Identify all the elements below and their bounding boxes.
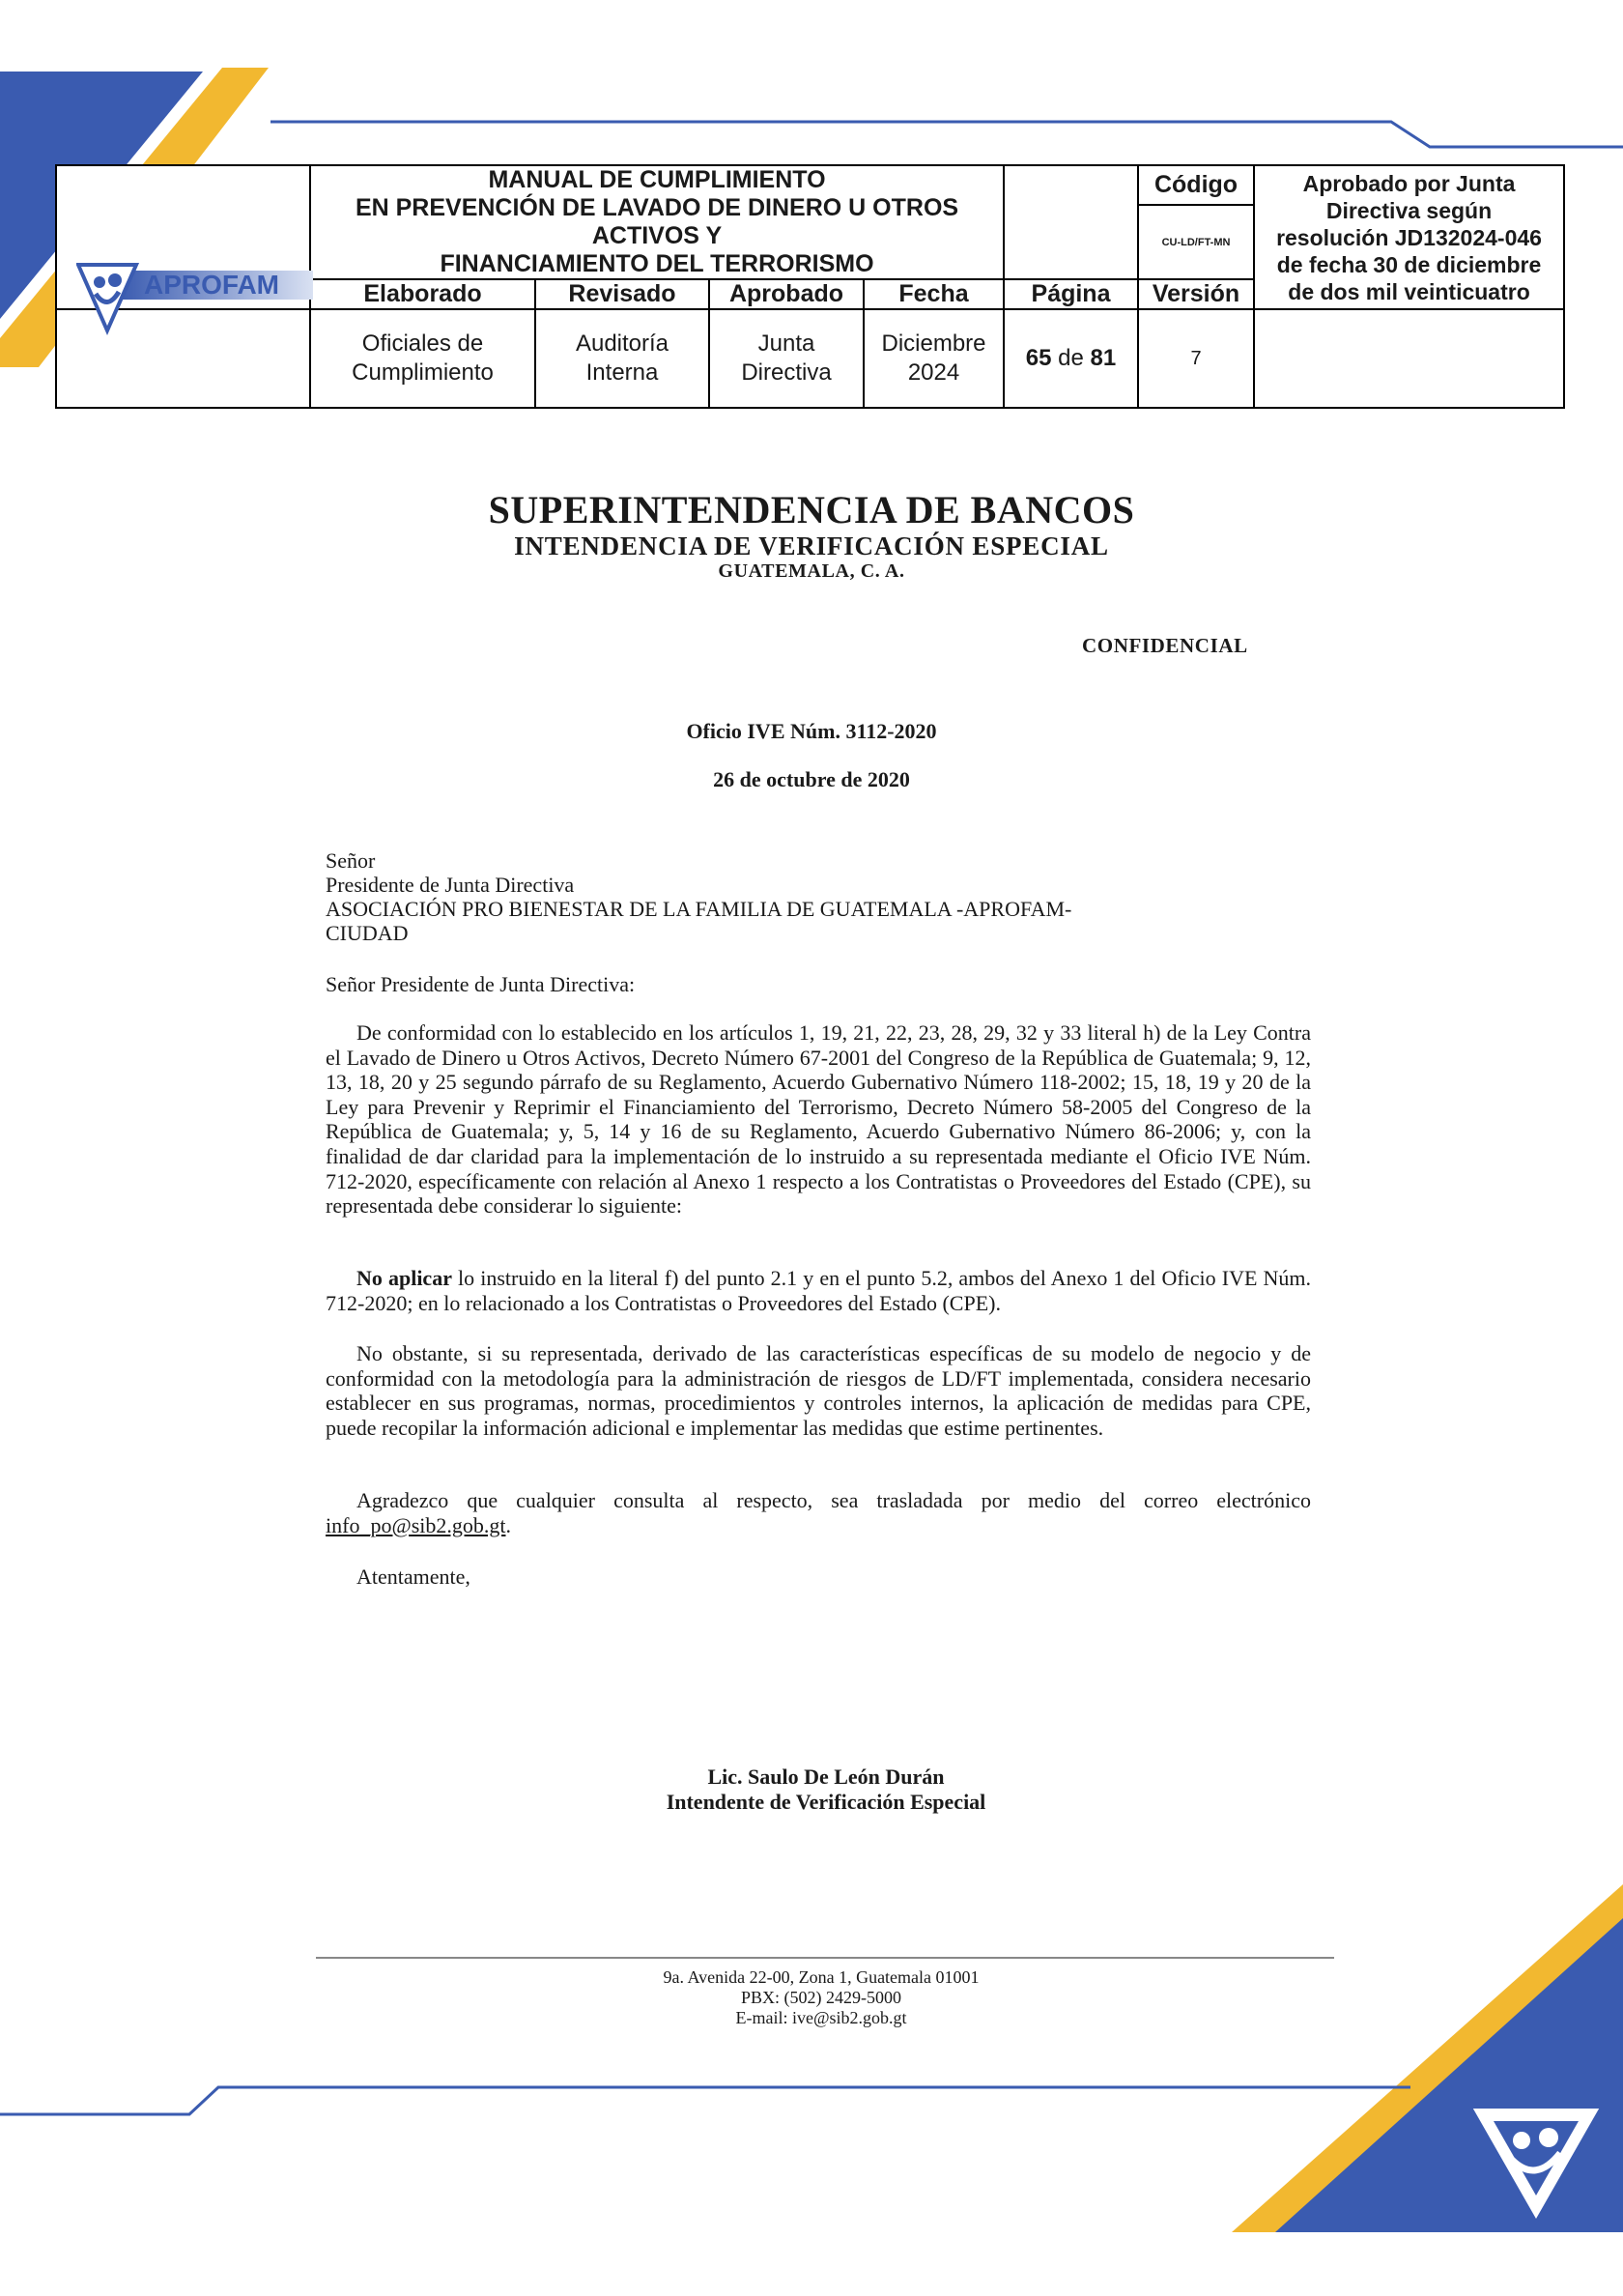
col-pagina: Página (1004, 279, 1138, 309)
paragraph-no-aplicar: No aplicar lo instruido en la literal f) del punto 2.1 y en el punto 5.2, ambos del Anexo 1 del Oficio IVE Núm. 712-2020; en lo relacionado a los Contratistas o Proveedores del Estado (CPE). (326, 1266, 1311, 1315)
pagina-value: 65 de 81 (1004, 309, 1138, 408)
paragraph-no-obstante: No obstante, si su representada, derivado de las características específicas de su modelo de negocio y de conformidad con la metodología para la administración de riesgos de LD/FT implementada, considera necesario establecer en sus programas, normas, procedimientos y controles internos, la aplicación de medidas para CPE, puede recopilar la información adicional e implementar las medidas que estime pertinentes. (326, 1341, 1311, 1440)
signer-title: Intendente de Verificación Especial (666, 1790, 986, 1814)
col-revisado: Revisado (535, 279, 709, 309)
footer-divider (316, 1957, 1334, 1959)
letter-date: 26 de octubre de 2020 (713, 767, 910, 791)
version-value: 7 (1138, 309, 1254, 408)
letterhead-location: GUATEMALA, C. A. (718, 560, 905, 582)
paragraph-legal-basis: De conformidad con lo establecido en los artículos 1, 19, 21, 22, 23, 28, 29, 32 y 33 literal h) de la Ley Contra el Lavado de Dinero u Otros Activos, Decreto Número 67-2001 del Congreso de la República de Guatemala; 9, 12, 13, 18, 20 y 25 segundo párrafo de su Reglamento, Acuerdo Gubernativo Número 118-2002; 15, 18, 19 y 20 de la Ley para Prevenir y Reprimir el Financiamiento del Terrorismo, Decreto Número 58-2005 del Congreso de la República de Guatemala; y, 5, 14 y 16 de su Reglamento, Acuerdo Gubernativo Número 86-2006; y, con la finalidad de dar claridad para la implementación de lo instruido a su representada mediante el Oficio IVE Núm. 712-2020, específicamente con relación al Anexo 1 respecto a los Contratistas o Proveedores del Estado (CPE), su representada debe considerar lo siguiente: (326, 1020, 1311, 1219)
signer-name: Lic. Saulo De León Durán (707, 1765, 945, 1789)
confidential-label: CONFIDENCIAL (1082, 634, 1248, 657)
salutation: Señor Presidente de Junta Directiva: (326, 972, 636, 996)
letter-footer: 9a. Avenida 22-00, Zona 1, Guatemala 01001 PBX: (502) 2429-5000 E-mail: ive@sib2.gob.gt (663, 1967, 980, 2027)
aprofam-logo (76, 263, 313, 340)
fecha-value: Diciembre 2024 (864, 309, 1004, 408)
col-fecha: Fecha (864, 279, 1004, 309)
col-aprobado: Aprobado (709, 279, 864, 309)
logo-text: APROFAM (144, 270, 279, 300)
letterhead-department: INTENDENCIA DE VERIFICACIÓN ESPECIAL (514, 531, 1109, 560)
letterhead-org: SUPERINTENDENCIA DE BANCOS (488, 488, 1135, 531)
approval-note: Aprobado por Junta Directiva según resolución JD132024-046 de fecha 30 de diciembre de dos mil veinticuatro (1254, 165, 1564, 309)
elaborado-value: Oficiales de Cumplimiento (310, 309, 535, 408)
aprobado-value: Junta Directiva (709, 309, 864, 408)
manual-title: MANUAL DE CUMPLIMIENTO EN PREVENCIÓN DE LAVADO DE DINERO U OTROS ACTIVOS Y FINANCIAMIENTO DEL TERRORISMO (310, 165, 1004, 279)
revisado-value: Auditoría Interna (535, 309, 709, 408)
recipient-block: Señor Presidente de Junta Directiva ASOCIACIÓN PRO BIENESTAR DE LA FAMILIA DE GUATEMALA -APROFAM- CIUDAD (326, 848, 1072, 945)
codigo-value: CU-LD/FT-MN (1138, 205, 1254, 279)
paragraph-contact: Agradezco que cualquier consulta al respecto, sea trasladada por medio del correo electrónico info_po@sib2.gob.gt. (326, 1488, 1311, 1537)
document-header-table (55, 164, 1565, 409)
codigo-label: Código (1138, 165, 1254, 205)
logo-cell (56, 165, 310, 309)
col-version: Versión (1138, 279, 1254, 309)
contact-email-link[interactable]: info_po@sib2.gob.gt (326, 1512, 506, 1537)
oficio-number: Oficio IVE Núm. 3112-2020 (686, 719, 937, 743)
closing: Atentamente, (356, 1564, 470, 1589)
col-elaborado: Elaborado (310, 279, 535, 309)
